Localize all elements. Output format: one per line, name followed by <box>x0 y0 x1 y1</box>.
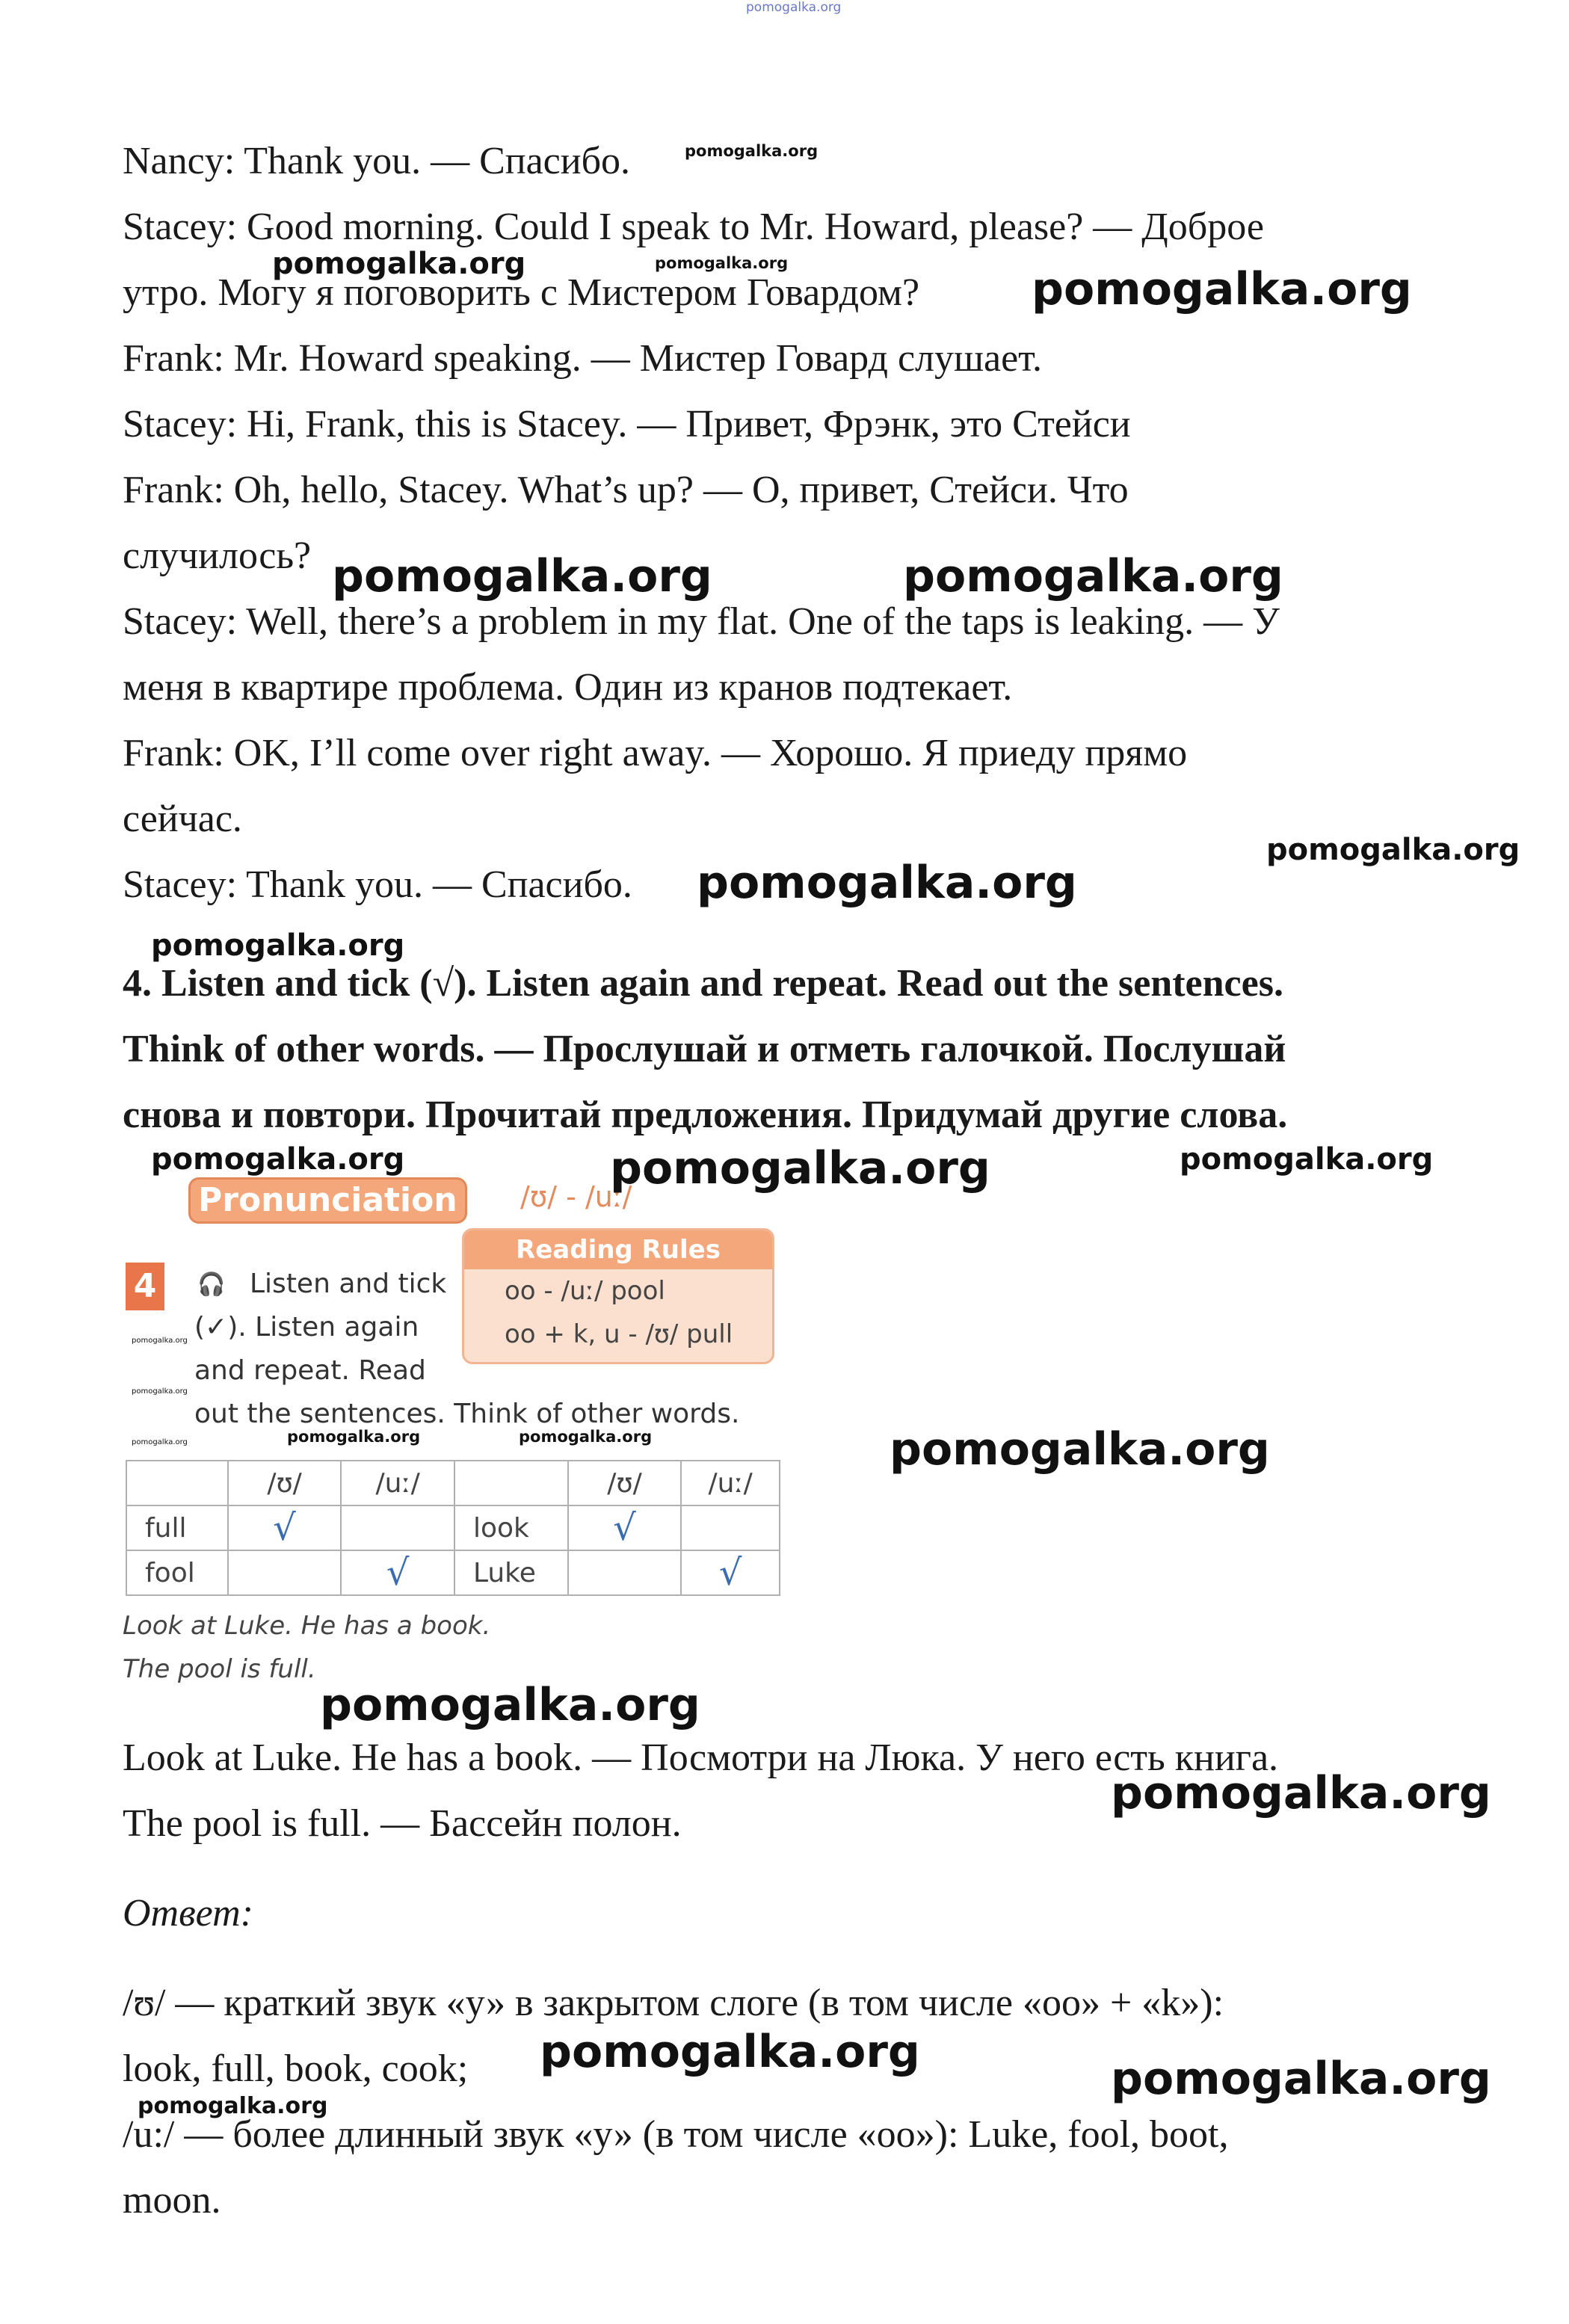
textbook-excerpt <box>123 1177 780 1701</box>
tick-mark: √ <box>341 1550 454 1595</box>
dialogue-line: Stacey: Thank you. — Спасибо. <box>123 863 632 906</box>
table-row <box>126 1550 780 1595</box>
dialogue-line: Frank: OK, I’ll come over right away. — Хорошо. Я приеду прямо <box>123 732 1188 774</box>
dialogue-line: сейчас. <box>123 798 242 840</box>
translation-line: Look at Luke. He has a book. — Посмотри на Люка. У него есть книга. <box>123 1736 1279 1779</box>
dialogue-line: утро. Могу я поговорить с Мистером Говардом? <box>123 271 920 314</box>
answer-line: /ʊ/ — краткий звук «у» в закрытом слоге (в том числе «оо» + «k»): <box>123 1982 1224 2024</box>
pronunciation-title: Pronunciation <box>188 1177 467 1224</box>
watermark: pomogalka.org <box>519 1428 653 1446</box>
watermark: pomogalka.org <box>320 1679 700 1731</box>
watermark: pomogalka.org <box>697 857 1077 909</box>
example-sentence: Look at Luke. He has a book. <box>123 1611 491 1641</box>
reading-rule: oo + k, u - /ʊ/ pull <box>505 1319 733 1349</box>
dialogue-line: Nancy: Thank you. — Спасибо. <box>123 140 631 182</box>
watermark: pomogalka.org <box>1032 263 1412 315</box>
watermark: pomogalka.org <box>138 2093 328 2119</box>
table-word: full <box>126 1505 228 1550</box>
answer-line: look, full, book, cook; <box>123 2047 469 2090</box>
task-heading: Think of other words. — Прослушай и отметь галочкой. Послушай <box>123 1028 1286 1070</box>
dialogue-line: случилось? <box>123 534 312 577</box>
instruction-text: Listen and tick <box>250 1269 447 1299</box>
answer-label: Ответ: <box>123 1892 253 1935</box>
reading-rules-title: Reading Rules <box>464 1230 772 1269</box>
table-word: Luke <box>454 1550 568 1595</box>
tick-mark: √ <box>228 1505 342 1550</box>
dialogue-line: Stacey: Good morning. Could I speak to Mr. Howard, please? — Доброе <box>123 206 1264 248</box>
table-row <box>126 1505 780 1550</box>
task-heading: снова и повтори. Прочитай предложения. Придумай другие слова. <box>123 1094 1288 1136</box>
watermark: pomogalka.org <box>132 1438 188 1446</box>
watermark: pomogalka.org <box>272 247 526 281</box>
table-word: look <box>454 1505 568 1550</box>
reading-rules-box <box>462 1228 774 1364</box>
watermark: pomogalka.org <box>1266 833 1520 867</box>
watermark: pomogalka.org <box>655 254 789 272</box>
answer-line: /u:/ — более длинный звук «у» (в том числе «оо»): Luke, fool, boot, <box>123 2113 1229 2156</box>
watermark: pomogalka.org <box>132 1387 188 1396</box>
answer-line: moon. <box>123 2179 221 2222</box>
tick-mark: √ <box>681 1550 780 1595</box>
column-header: /uː/ <box>341 1461 454 1505</box>
task-heading: 4. Listen and tick (√). Listen again and repeat. Read out the sentences. <box>123 962 1283 1005</box>
watermark: pomogalka.org <box>610 1142 990 1195</box>
translation-line: The pool is full. — Бассейн полон. <box>123 1802 682 1845</box>
table-row <box>126 1461 780 1505</box>
watermark: pomogalka.org <box>1180 1142 1434 1177</box>
watermark: pomogalka.org <box>151 928 405 963</box>
headphones-icon: 🎧 <box>197 1272 226 1298</box>
phoneme-table <box>126 1460 780 1596</box>
watermark: pomogalka.org <box>132 1337 188 1345</box>
watermark: pomogalka.org <box>287 1428 421 1446</box>
watermark: pomogalka.org <box>151 1142 405 1177</box>
dialogue-line: Frank: Mr. Howard speaking. — Мистер Говард слушает. <box>123 337 1042 380</box>
task-number: 4 <box>126 1263 164 1310</box>
example-sentence: The pool is full. <box>123 1654 316 1684</box>
tick-mark: √ <box>568 1505 682 1550</box>
watermark: pomogalka.org <box>685 142 819 160</box>
watermark: pomogalka.org <box>332 550 712 602</box>
column-header: /uː/ <box>681 1461 780 1505</box>
dialogue-line: меня в квартире проблема. Один из кранов подтекает. <box>123 666 1013 709</box>
dialogue-line: Stacey: Well, there’s a problem in my flat. One of the taps is leaking. — У <box>123 600 1280 643</box>
dialogue-line: Stacey: Hi, Frank, this is Stacey. — Привет, Фрэнк, это Стейси <box>123 403 1131 446</box>
reading-rule: oo - /uː/ pool <box>505 1276 665 1306</box>
watermark: pomogalka.org <box>540 2026 920 2078</box>
watermark: pomogalka.org <box>1111 1767 1491 1819</box>
phoneme-header: /ʊ/ - /uː/ <box>520 1180 632 1213</box>
dialogue-line: Frank: Oh, hello, Stacey. What’s up? — О, привет, Стейси. Что <box>123 469 1129 511</box>
instruction-text: out the sentences. Think of other words. <box>194 1399 740 1429</box>
watermark: pomogalka.org <box>903 550 1283 602</box>
watermark: pomogalka.org <box>746 0 842 15</box>
instruction-text: and repeat. Read <box>194 1355 426 1386</box>
instruction-text: (✓). Listen again <box>194 1312 419 1343</box>
watermark: pomogalka.org <box>890 1423 1270 1476</box>
column-header: /ʊ/ <box>568 1461 682 1505</box>
column-header: /ʊ/ <box>228 1461 342 1505</box>
watermark: pomogalka.org <box>1111 2053 1491 2105</box>
table-word: fool <box>126 1550 228 1595</box>
